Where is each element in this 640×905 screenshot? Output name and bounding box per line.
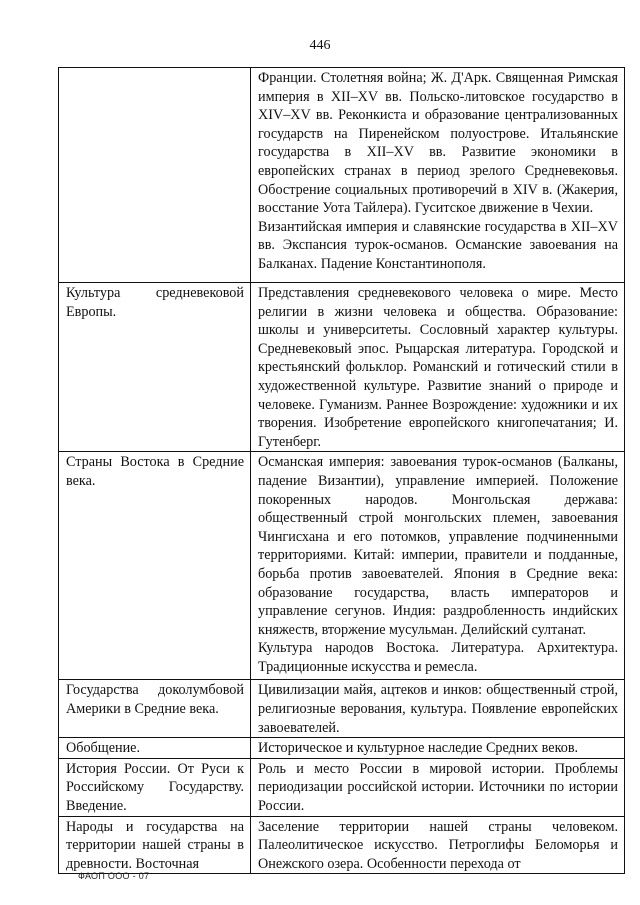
table-row [59, 816, 625, 874]
curriculum-table [58, 67, 625, 874]
topic-text: Обобщение. [66, 740, 141, 757]
table-row [59, 680, 625, 738]
content-cell [251, 68, 625, 283]
content-paragraph: Представления средневекового человека о мире. Место религии в жизни человека и общества. Образование: школы и университеты. Сословный характер культуры. Средневековый эпос. Рыцарская литература. Городской и крестьянский фольклор. Романский и готический стили в художественной культуре. Развитие знаний о природе и человеке. Гуманизм. Раннее Возрождение: художники и их творения. Изобретение европейского книгопечатания; И. Гутенберг. [258, 285, 618, 450]
table-row [59, 68, 625, 283]
content-paragraph: Франции. Столетняя война; Ж. Д'Арк. Священная Римская империя в XII–XV вв. Польско-литовское государство в XIV–XV вв. Реконкиста и образование централизованных государств на Пиренейском полуострове. Итальянские государства в XII–XV вв. Развитие экономики в европейских странах в период зрелого Средневековья. Обострение социальных противоречий в XIV в. (Жакерия, восстание Уота Тайлера). Гуситское движение в Чехии. [258, 70, 618, 217]
content-cell [251, 758, 625, 816]
content-paragraph: Роль и место России в мировой истории. Проблемы периодизации российской истории. Источники по истории России. [258, 760, 618, 814]
page-number: 446 [309, 38, 331, 53]
topic-cell [59, 680, 251, 738]
topic-cell [59, 68, 251, 283]
content-cell [251, 738, 625, 759]
content-cell [251, 680, 625, 738]
content-cell [251, 452, 625, 680]
topic-cell [59, 816, 251, 874]
content-paragraph: Заселение территории нашей страны человеком. Палеолитическое искусство. Петроглифы Беломорья и Онежского озера. Особенности перехода от [258, 818, 618, 872]
content-paragraph: Византийская империя и славянские государства в XII–XV вв. Экспансия турок-османов. Османские завоевания на Балканах. Падение Константинополя. [258, 218, 618, 272]
footer-code: ФАОП ООО - 07 [78, 871, 150, 881]
content-paragraph: Османская империя: завоевания турок-османов (Балканы, падение Византии), управление империей. Положение покоренных народов. Монгольская держава: общественный строй монгольских племен, завоевания Чингисхана и его потомков, управление подчиненными территориями. Китай: империи, правители и подданные, борьба против завоевателей. Япония в Средние века: образование государства, власть императоров и управление сегунов. Индия: раздробленность индийских княжеств, вторжение мусульман. Делийский султанат. [258, 454, 618, 638]
content-paragraph: Культура народов Востока. Литература. Архитектура. Традиционные искусства и ремесла. [258, 640, 618, 675]
content-paragraph: Историческое и культурное наследие Средних веков. [258, 740, 579, 757]
content-paragraph: Цивилизации майя, ацтеков и инков: общественный строй, религиозные верования, культура. Появление европейских завоевателей. [258, 682, 618, 736]
table-row [59, 758, 625, 816]
table-row [59, 738, 625, 759]
topic-text: Государства доколумбовой Америки в Средние века. [66, 682, 244, 717]
topic-cell [59, 283, 251, 452]
table-row [59, 452, 625, 680]
topic-text: История России. От Руси к Российскому Государству. Введение. [66, 760, 244, 814]
topic-cell [59, 758, 251, 816]
table-row [59, 283, 625, 452]
content-cell [251, 816, 625, 874]
topic-text: Народы и государства на территории нашей страны в древности. Восточная [66, 818, 244, 872]
topic-text: Культура средневековой Европы. [66, 285, 244, 320]
topic-text: Страны Востока в Средние века. [66, 454, 244, 489]
topic-cell [59, 452, 251, 680]
content-cell [251, 283, 625, 452]
topic-cell [59, 738, 251, 759]
